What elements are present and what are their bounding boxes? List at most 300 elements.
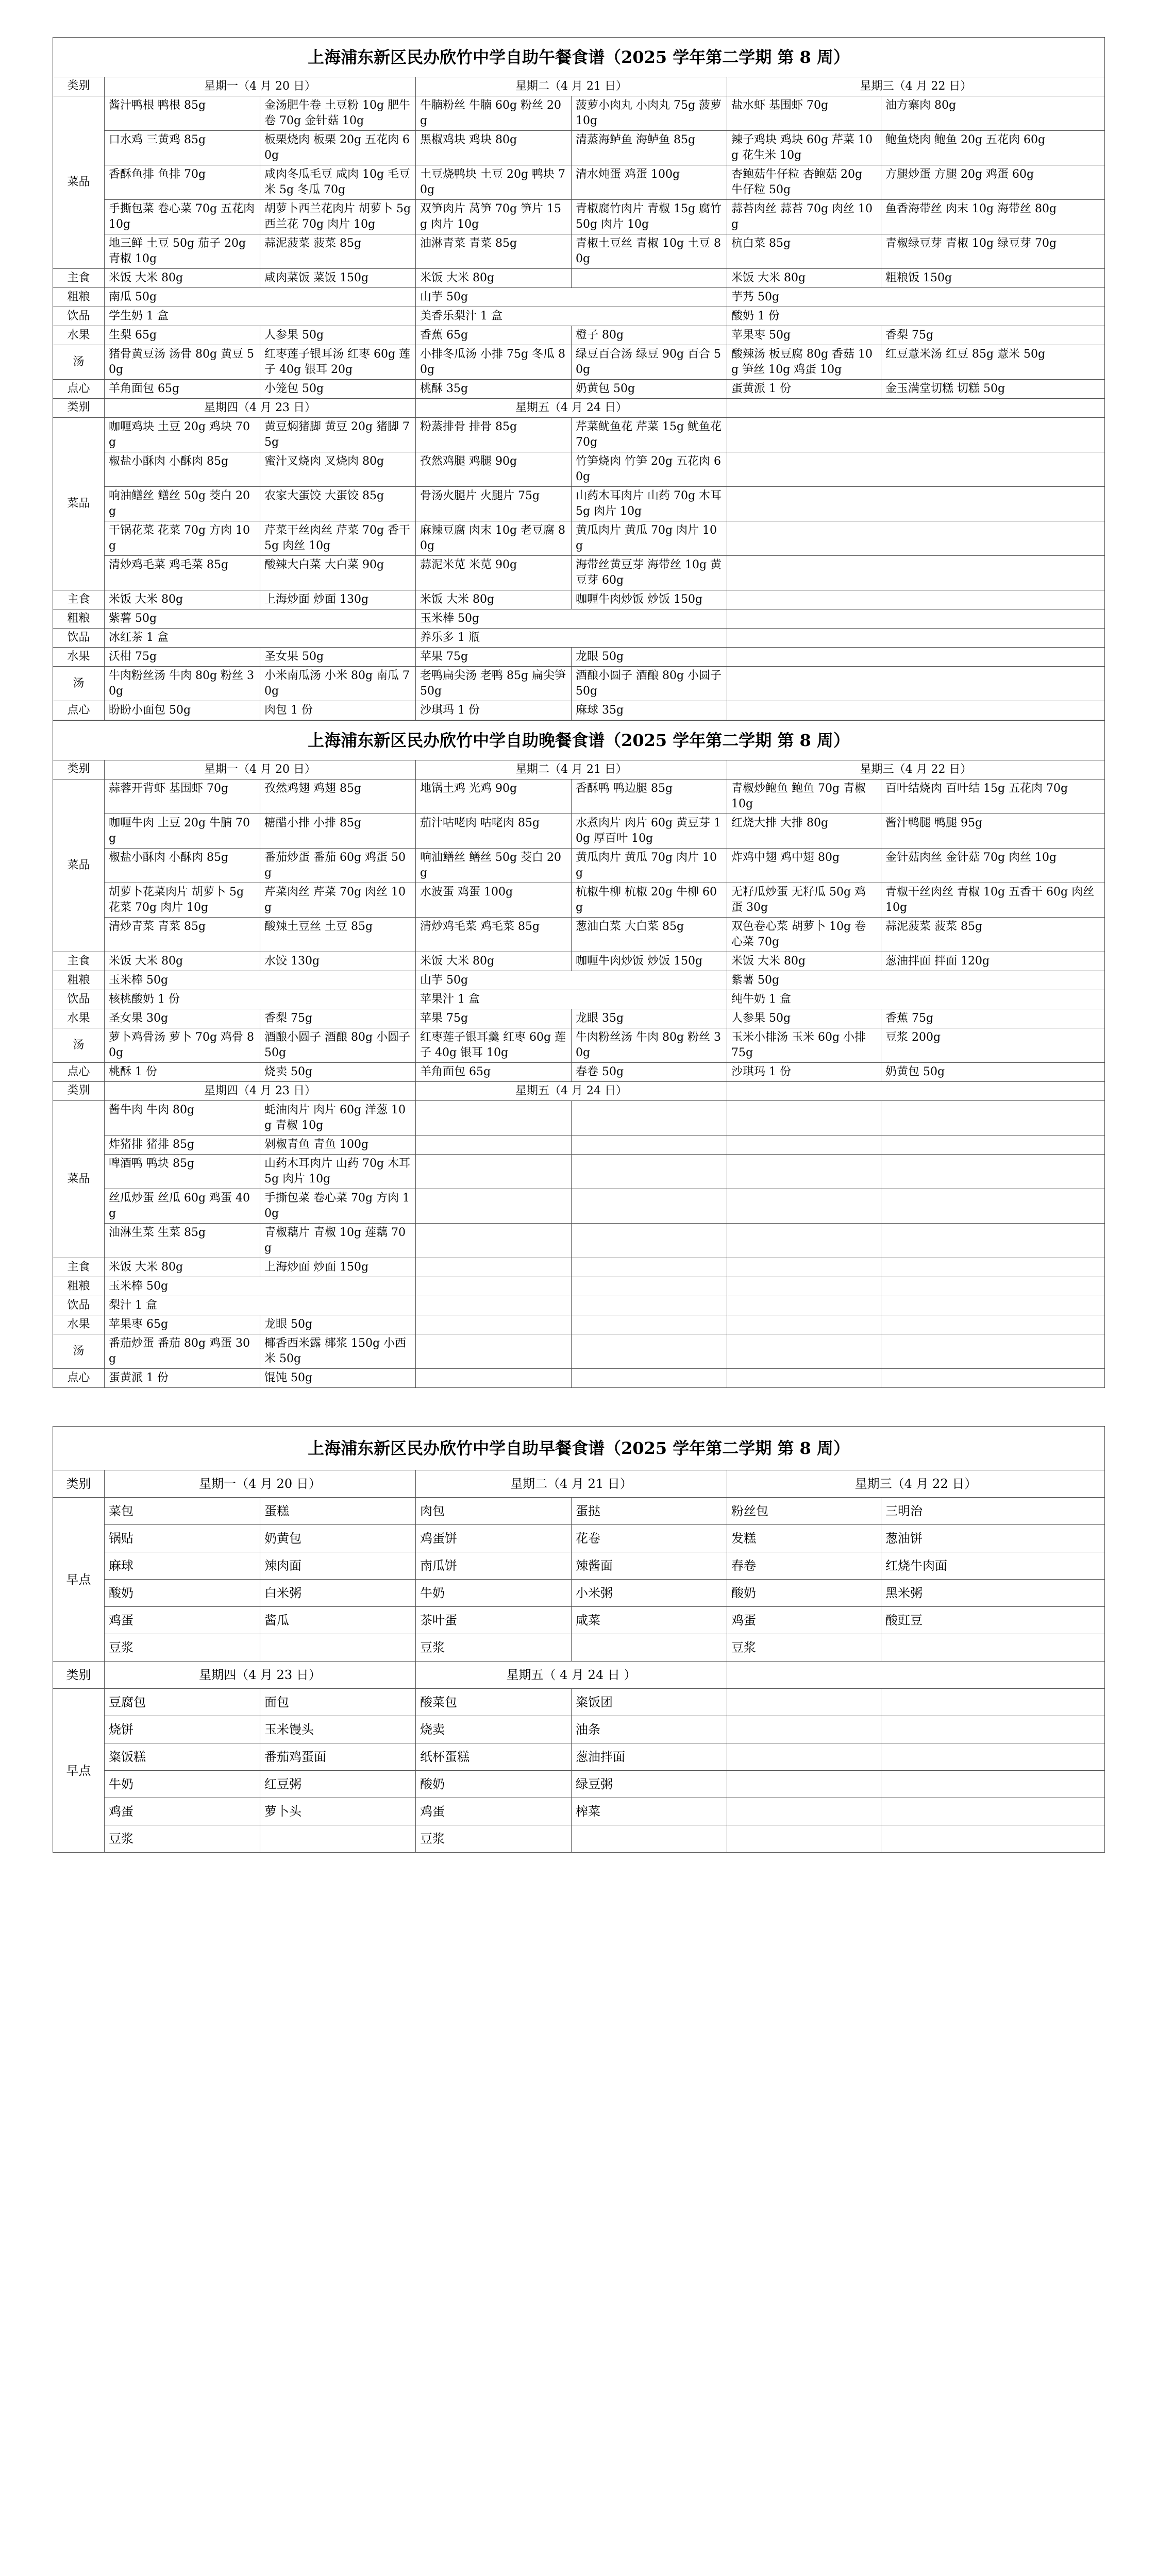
empty-cell [727,1716,881,1743]
menu-row [53,452,1105,487]
menu-row [53,1101,1105,1136]
menu-cell: 青椒土豆丝 青椒 10g 土豆 80g [572,234,727,269]
menu-cell: 黄豆焖猪脚 黄豆 20g 猪脚 75g [260,418,416,452]
day-header: 星期二（4 月 21 日） [416,77,727,96]
menu-cell: 玉米棒 50g [105,971,416,990]
menu-cell: 玉米棒 50g [105,1277,416,1296]
menu-cell: 酸辣大白菜 大白菜 90g [260,556,416,590]
category-label: 粗粮 [53,609,105,629]
empty-cell [881,1716,1105,1743]
empty-cell [416,1189,572,1224]
menu-row [53,556,1105,590]
menu-cell: 苹果 75g [416,1009,572,1028]
menu-cell: 猪骨黄豆汤 汤骨 80g 黄豆 50g [105,345,260,380]
breakfast-row [53,1634,1105,1662]
menu-cell: 粢饭糕 [105,1743,260,1771]
menu-row [53,990,1105,1009]
menu-cell: 芹菜干丝肉丝 芹菜 70g 香干 5g 肉丝 10g [260,521,416,556]
menu-cell: 豆浆 [105,1634,260,1662]
dinner-day-header-row [53,1082,1105,1101]
dinner-day-header-row [53,760,1105,779]
empty-cell [881,1798,1105,1825]
menu-cell: 青椒藕片 青椒 10g 莲藕 70g [260,1224,416,1258]
menu-row [53,779,1105,814]
menu-cell: 香蕉 65g [416,326,572,345]
menu-cell: 豆浆 [105,1825,260,1853]
empty-cell [881,1277,1105,1296]
menu-cell: 牛奶 [105,1771,260,1798]
breakfast-row [53,1798,1105,1825]
empty-cell [727,1689,881,1716]
menu-cell: 清水炖蛋 鸡蛋 100g [572,165,727,200]
menu-cell: 清蒸海鲈鱼 海鲈鱼 85g [572,131,727,165]
menu-cell: 辣肉面 [260,1552,416,1580]
menu-cell: 烧卖 50g [260,1063,416,1082]
menu-row [53,1315,1105,1334]
day-header: 星期二（4 月 21 日） [416,760,727,779]
menu-row [53,234,1105,269]
menu-cell: 清炒鸡毛菜 鸡毛菜 85g [105,556,260,590]
menu-cell: 沃柑 75g [105,648,260,667]
menu-cell: 圣女果 30g [105,1009,260,1028]
menu-cell: 鸡蛋 [105,1798,260,1825]
day-header: 星期五（4 月 24 日） [416,399,727,418]
category-header: 类别 [53,760,105,779]
menu-cell: 金汤肥牛卷 土豆粉 10g 肥牛卷 70g 金针菇 10g [260,96,416,131]
menu-cell: 白米粥 [260,1580,416,1607]
category-header: 类别 [53,399,105,418]
empty-cell [881,1825,1105,1853]
menu-cell: 纸杯蛋糕 [416,1743,572,1771]
menu-cell: 双色卷心菜 胡萝卜 10g 卷心菜 70g [727,918,881,952]
menu-cell: 百叶结烧肉 百叶结 15g 五花肉 70g [881,779,1105,814]
menu-cell: 地锅土鸡 光鸡 90g [416,779,572,814]
empty-cell [727,521,1105,556]
menu-row [53,487,1105,521]
category-label: 菜品 [53,779,105,952]
category-label: 点心 [53,1369,105,1388]
menu-cell: 油淋生菜 生菜 85g [105,1224,260,1258]
breakfast-row [53,1552,1105,1580]
menu-row [53,648,1105,667]
menu-row [53,345,1105,380]
menu-cell: 红豆粥 [260,1771,416,1798]
menu-cell: 蛋黄派 1 份 [727,380,881,399]
menu-cell: 小排冬瓜汤 小排 75g 冬瓜 80g [416,345,572,380]
day-header: 星期一（4 月 20 日） [105,760,416,779]
menu-cell: 蒜泥菠菜 菠菜 85g [260,234,416,269]
menu-cell: 梨汁 1 盒 [105,1296,416,1315]
menu-cell: 上海炒面 炒面 130g [260,590,416,609]
breakfast-row [53,1498,1105,1525]
menu-cell: 养乐多 1 瓶 [416,629,727,648]
menu-cell: 水波蛋 鸡蛋 100g [416,883,572,918]
menu-cell: 山芋 50g [416,288,727,307]
menu-row [53,629,1105,648]
menu-row [53,883,1105,918]
category-label: 汤 [53,1334,105,1369]
menu-cell: 香梨 75g [881,326,1105,345]
menu-cell: 粉丝包 [727,1498,881,1525]
menu-cell: 麻辣豆腐 肉末 10g 老豆腐 80g [416,521,572,556]
menu-cell: 蒜苔肉丝 蒜苔 70g 肉丝 10g [727,200,881,234]
breakfast-row [53,1716,1105,1743]
menu-cell: 桃酥 35g [416,380,572,399]
menu-cell: 蛋糕 [260,1498,416,1525]
day-header: 星期一（4 月 20 日） [105,1470,416,1498]
menu-cell: 沙琪玛 1 份 [416,701,572,720]
category-label: 早点 [53,1498,105,1662]
menu-cell: 咖喱牛肉 土豆 20g 牛腩 70g [105,814,260,849]
menu-cell: 橙子 80g [572,326,727,345]
menu-cell: 蚝油肉片 肉片 60g 洋葱 10g 青椒 10g [260,1101,416,1136]
menu-cell: 葱油拌面 [572,1743,727,1771]
empty-cell [727,1277,881,1296]
empty-cell [572,1258,727,1277]
menu-cell: 酸菜包 [416,1689,572,1716]
menu-cell: 板栗烧肉 板栗 20g 五花肉 60g [260,131,416,165]
menu-cell: 红枣莲子银耳羹 红枣 60g 莲子 40g 银耳 10g [416,1028,572,1063]
menu-cell: 小米粥 [572,1580,727,1607]
menu-cell: 咸肉冬瓜毛豆 咸肉 10g 毛豆米 5g 冬瓜 70g [260,165,416,200]
menu-cell: 响油鳝丝 鳝丝 50g 茭白 20g [105,487,260,521]
dinner-section [53,720,1104,1388]
menu-cell: 玉米棒 50g [416,609,727,629]
menu-cell: 上海炒面 炒面 150g [260,1258,416,1277]
day-header: 星期二（4 月 21 日） [416,1470,727,1498]
menu-row [53,1136,1105,1155]
menu-row [53,849,1105,883]
menu-cell: 芋艿 50g [727,288,1105,307]
menu-cell: 辣子鸡块 鸡块 60g 芹菜 10g 花生米 10g [727,131,881,165]
empty-cell [572,1277,727,1296]
category-header: 类别 [53,1082,105,1101]
empty-cell [727,487,1105,521]
category-label: 点心 [53,1063,105,1082]
empty-cell [881,1743,1105,1771]
empty-cell [416,1136,572,1155]
menu-cell: 麻球 35g [572,701,727,720]
menu-cell: 双笋肉片 莴笋 70g 笋片 15g 肉片 10g [416,200,572,234]
empty-cell [727,452,1105,487]
empty-cell [881,1634,1105,1662]
menu-cell: 葱油饼 [881,1525,1105,1552]
menu-cell: 酸奶 [416,1771,572,1798]
menu-cell: 黄瓜肉片 黄瓜 70g 肉片 10g [572,849,727,883]
day-header: 星期三（4 月 22 日） [727,77,1105,96]
menu-cell: 烧饼 [105,1716,260,1743]
menu-cell: 孜然鸡腿 鸡腿 90g [416,452,572,487]
menu-cell: 鸡蛋 [416,1798,572,1825]
menu-cell: 酸辣土豆丝 土豆 85g [260,918,416,952]
breakfast-row [53,1825,1105,1853]
breakfast-title-row [53,1427,1105,1470]
empty-cell [881,1315,1105,1334]
menu-row [53,1334,1105,1369]
empty-cell [260,1634,416,1662]
menu-cell: 羊角面包 65g [416,1063,572,1082]
menu-cell: 学生奶 1 盒 [105,307,416,326]
day-header: 星期五（ 4 月 24 日 ） [416,1662,727,1689]
empty-cell [881,1771,1105,1798]
menu-cell: 手撕包菜 卷心菜 70g 五花肉 10g [105,200,260,234]
menu-cell: 酸奶 [727,1580,881,1607]
empty-cell [727,418,1105,452]
menu-cell: 清炒青菜 青菜 85g [105,918,260,952]
empty-cell [881,1189,1105,1224]
empty-cell [260,1825,416,1853]
menu-cell: 丝瓜炒蛋 丝瓜 60g 鸡蛋 40g [105,1189,260,1224]
menu-cell: 米饭 大米 80g [105,269,260,288]
menu-cell: 酱牛肉 牛肉 80g [105,1101,260,1136]
menu-cell: 绿豆百合汤 绿豆 90g 百合 50g [572,345,727,380]
menu-row [53,609,1105,629]
menu-cell: 春卷 [727,1552,881,1580]
menu-cell: 啤酒鸭 鸭块 85g [105,1155,260,1189]
empty-cell [572,1634,727,1662]
menu-cell: 红枣莲子银耳汤 红枣 60g 莲子 40g 银耳 20g [260,345,416,380]
menu-cell: 番茄炒蛋 番茄 80g 鸡蛋 30g [105,1334,260,1369]
empty-cell [416,1277,572,1296]
menu-cell: 花卷 [572,1525,727,1552]
empty-cell [727,1224,881,1258]
menu-cell: 香梨 75g [260,1009,416,1028]
menu-cell: 粉蒸排骨 排骨 85g [416,418,572,452]
category-label: 饮品 [53,307,105,326]
menu-row [53,307,1105,326]
menu-row [53,590,1105,609]
menu-cell: 核桃酸奶 1 份 [105,990,416,1009]
menu-row [53,96,1105,131]
menu-cell: 奶黄包 50g [572,380,727,399]
menu-row [53,380,1105,399]
empty-cell [727,1101,881,1136]
menu-cell: 酒酿小圆子 酒酿 80g 小圆子 50g [260,1028,416,1063]
menu-row [53,1155,1105,1189]
menu-cell: 剁椒青鱼 青鱼 100g [260,1136,416,1155]
menu-cell: 酸奶 1 份 [727,307,1105,326]
empty-cell [881,1689,1105,1716]
menu-cell: 粢饭团 [572,1689,727,1716]
menu-cell: 米饭 大米 80g [416,590,572,609]
menu-cell: 榨菜 [572,1798,727,1825]
menu-cell: 鸡蛋饼 [416,1525,572,1552]
empty-cell [881,1296,1105,1315]
breakfast-table [53,1426,1105,1853]
menu-cell: 青椒绿豆芽 青椒 10g 绿豆芽 70g [881,234,1105,269]
empty-cell [727,648,1105,667]
empty-cell [727,1189,881,1224]
section-gap [53,1388,1104,1426]
menu-cell: 米饭 大米 80g [105,590,260,609]
empty-cell [572,1155,727,1189]
menu-cell: 米饭 大米 80g [727,952,881,971]
menu-cell: 蛋挞 [572,1498,727,1525]
menu-cell: 豆浆 200g [881,1028,1105,1063]
menu-cell: 葱油拌面 拌面 120g [881,952,1105,971]
empty-cell [572,1136,727,1155]
menu-cell: 椰香西米露 椰浆 150g 小西米 50g [260,1334,416,1369]
category-label: 汤 [53,667,105,701]
menu-cell: 咸菜 [572,1607,727,1634]
menu-row [53,1296,1105,1315]
empty-cell [881,1369,1105,1388]
menu-cell: 芹菜鱿鱼花 芹菜 15g 鱿鱼花 70g [572,418,727,452]
empty-cell [881,1136,1105,1155]
menu-cell: 奶黄包 50g [881,1063,1105,1082]
menu-cell: 菜包 [105,1498,260,1525]
menu-cell: 蒜泥米苋 米苋 90g [416,556,572,590]
breakfast-section [53,1426,1104,1853]
menu-cell: 无籽瓜炒蛋 无籽瓜 50g 鸡蛋 30g [727,883,881,918]
menu-cell: 辣酱面 [572,1552,727,1580]
category-label: 水果 [53,326,105,345]
lunch-day-header-row [53,77,1105,96]
empty-cell [572,1296,727,1315]
menu-cell: 豆浆 [727,1634,881,1662]
menu-cell: 金玉满堂切糕 切糕 50g [881,380,1105,399]
menu-cell: 苹果 75g [416,648,572,667]
menu-cell: 胡萝卜西兰花肉片 胡萝卜 5g 西兰花 70g 肉片 10g [260,200,416,234]
category-label: 主食 [53,1258,105,1277]
category-label: 粗粮 [53,971,105,990]
menu-cell: 水煮肉片 肉片 60g 黄豆芽 10g 厚百叶 10g [572,814,727,849]
menu-cell: 蛋黄派 1 份 [105,1369,260,1388]
empty-cell [727,1315,881,1334]
menu-cell: 咖喱牛肉炒饭 炒饭 150g [572,952,727,971]
menu-cell: 春卷 50g [572,1063,727,1082]
menu-cell: 苹果汁 1 盒 [416,990,727,1009]
menu-cell: 蜜汁叉烧肉 叉烧肉 80g [260,452,416,487]
menu-cell: 青椒干丝肉丝 青椒 10g 五香干 60g 肉丝 10g [881,883,1105,918]
breakfast-row [53,1607,1105,1634]
menu-cell: 沙琪玛 1 份 [727,1063,881,1082]
day-header: 星期一（4 月 20 日） [105,77,416,96]
menu-cell: 香蕉 75g [881,1009,1105,1028]
menu-cell: 圣女果 50g [260,648,416,667]
menu-page [53,37,1104,1853]
day-header: 星期三（4 月 22 日） [727,760,1105,779]
menu-cell: 手撕包菜 卷心菜 70g 方肉 10g [260,1189,416,1224]
empty-cell [416,1315,572,1334]
menu-cell: 酱瓜 [260,1607,416,1634]
menu-cell: 豆浆 [416,1825,572,1853]
menu-row [53,418,1105,452]
menu-cell: 青椒腐竹肉片 青椒 15g 腐竹 50g 肉片 10g [572,200,727,234]
empty-cell [727,1743,881,1771]
menu-cell: 红烧牛肉面 [881,1552,1105,1580]
menu-cell: 绿豆粥 [572,1771,727,1798]
empty-cell [416,1296,572,1315]
empty-cell [727,701,1105,720]
dinner-title: 上海浦东新区民办欣竹中学自助晚餐食谱（2025 学年第二学期 第 8 周） [53,721,1105,760]
empty-cell [416,1101,572,1136]
category-label: 汤 [53,345,105,380]
menu-cell: 蒜泥菠菜 菠菜 85g [881,918,1105,952]
menu-cell: 孜然鸡翅 鸡翅 85g [260,779,416,814]
menu-cell: 肉包 1 份 [260,701,416,720]
menu-cell: 炸鸡中翅 鸡中翅 80g [727,849,881,883]
menu-cell: 米饭 大米 80g [105,952,260,971]
category-label: 点心 [53,380,105,399]
empty-cell [572,1825,727,1853]
day-header: 星期四（4 月 23 日） [105,399,416,418]
menu-cell: 牛奶 [416,1580,572,1607]
category-label: 菜品 [53,1101,105,1258]
menu-cell: 米饭 大米 80g [105,1258,260,1277]
menu-row [53,521,1105,556]
menu-cell: 人参果 50g [727,1009,881,1028]
menu-cell: 水饺 130g [260,952,416,971]
menu-cell: 炸猪排 猪排 85g [105,1136,260,1155]
category-label: 菜品 [53,418,105,590]
menu-cell: 龙眼 35g [572,1009,727,1028]
menu-cell: 三明治 [881,1498,1105,1525]
menu-cell: 青椒炒鲍鱼 鲍鱼 70g 青椒 10g [727,779,881,814]
menu-cell: 酸豇豆 [881,1607,1105,1634]
breakfast-title: 上海浦东新区民办欣竹中学自助早餐食谱（2025 学年第二学期 第 8 周） [53,1427,1105,1470]
menu-cell: 盐水虾 基围虾 70g [727,96,881,131]
menu-cell: 山药木耳肉片 山药 70g 木耳 5g 肉片 10g [572,487,727,521]
menu-cell: 玉米馒头 [260,1716,416,1743]
menu-row [53,1369,1105,1388]
menu-cell: 油方寨肉 80g [881,96,1105,131]
empty-cell [727,399,1105,418]
menu-cell: 糖醋小排 小排 85g [260,814,416,849]
menu-cell: 咸肉菜饭 菜饭 150g [260,269,416,288]
category-label: 水果 [53,648,105,667]
menu-cell: 米饭 大米 80g [416,952,572,971]
menu-cell: 土豆烧鸭块 土豆 20g 鸭块 70g [416,165,572,200]
menu-cell: 紫薯 50g [105,609,416,629]
menu-cell: 鸡蛋 [105,1607,260,1634]
empty-cell [727,1369,881,1388]
empty-cell [416,1258,572,1277]
empty-cell [727,1082,1105,1101]
empty-cell [881,1101,1105,1136]
menu-cell: 酱汁鸭腿 鸭腿 95g [881,814,1105,849]
lunch-table [53,37,1105,720]
empty-cell [416,1369,572,1388]
menu-cell: 番茄炒蛋 番茄 60g 鸡蛋 50g [260,849,416,883]
menu-cell: 咖喱牛肉炒饭 炒饭 150g [572,590,727,609]
menu-row [53,165,1105,200]
day-header: 星期四（4 月 23 日） [105,1082,416,1101]
menu-cell: 羊角面包 65g [105,380,260,399]
menu-cell: 口水鸡 三黄鸡 85g [105,131,260,165]
menu-cell: 冰红茶 1 盒 [105,629,416,648]
menu-row [53,131,1105,165]
menu-row [53,1063,1105,1082]
menu-cell: 山药木耳肉片 山药 70g 木耳 5g 肉片 10g [260,1155,416,1189]
menu-cell: 小米南瓜汤 小米 80g 南瓜 70g [260,667,416,701]
menu-cell: 胡萝卜花菜肉片 胡萝卜 5g 花菜 70g 肉片 10g [105,883,260,918]
menu-cell: 茶叶蛋 [416,1607,572,1634]
menu-cell: 萝卜鸡骨汤 萝卜 70g 鸡骨 80g [105,1028,260,1063]
category-label: 饮品 [53,629,105,648]
category-label: 主食 [53,269,105,288]
menu-cell: 骨汤火腿片 火腿片 75g [416,487,572,521]
menu-row [53,1009,1105,1028]
menu-cell: 清炒鸡毛菜 鸡毛菜 85g [416,918,572,952]
menu-row [53,1258,1105,1277]
empty-cell [572,1315,727,1334]
empty-cell [727,1771,881,1798]
empty-cell [881,1258,1105,1277]
menu-cell: 酒酿小圆子 酒酿 80g 小圆子 50g [572,667,727,701]
breakfast-row [53,1525,1105,1552]
menu-cell: 酸奶 [105,1580,260,1607]
